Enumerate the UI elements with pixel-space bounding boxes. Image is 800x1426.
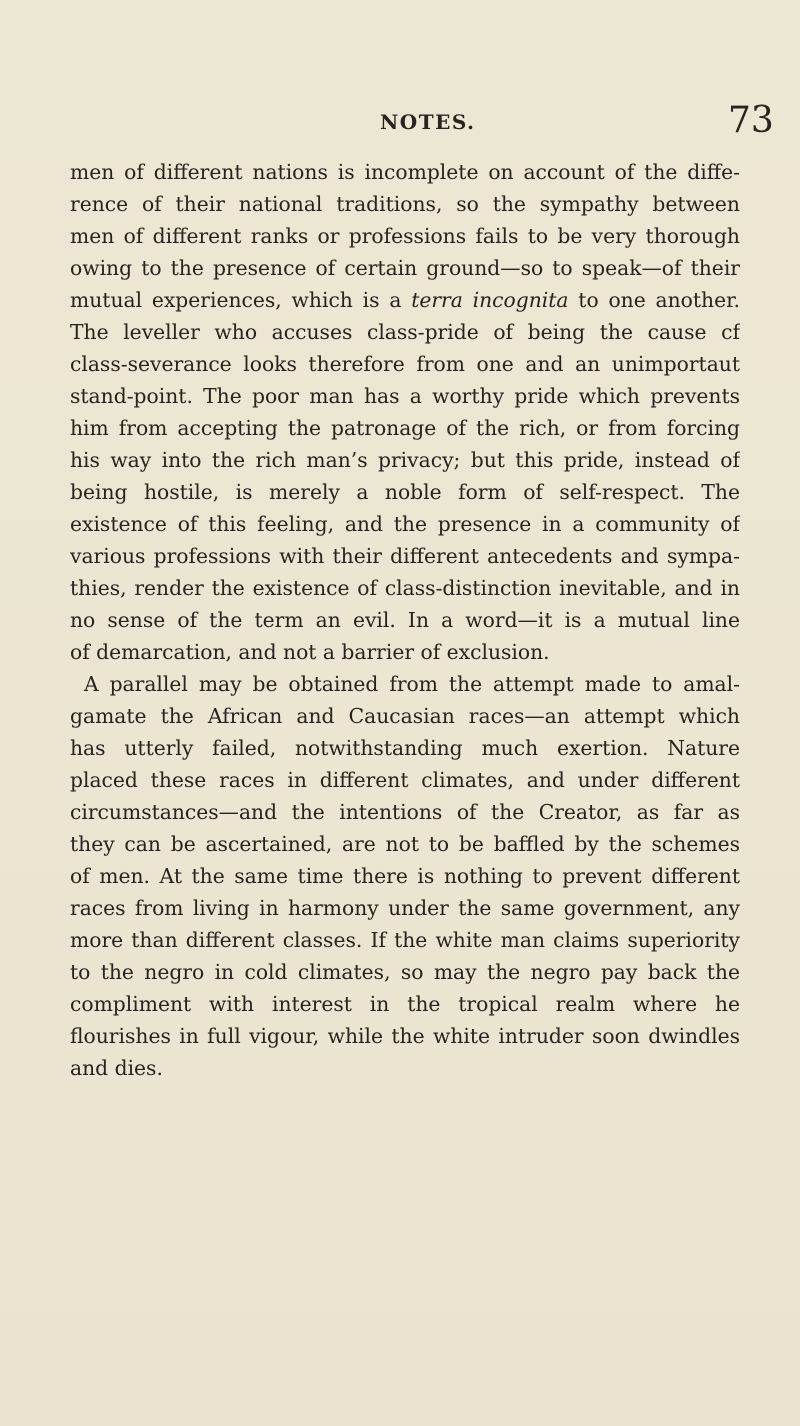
text-line: being hostile, is merely a noble form of self-respect. The [70, 480, 740, 504]
text-line: thies, render the existence of class-distinction inevitable, and in [70, 576, 740, 600]
text-line [70, 284, 740, 316]
text-line: and dies. [70, 1056, 163, 1080]
text-line: to the negro in cold climates, so may the negro pay back the [70, 960, 740, 984]
text-line: has utterly failed, notwithstanding much exertion. Nature [70, 736, 740, 760]
text-line: rence of their national traditions, so the sympathy between [70, 192, 740, 216]
text-line: gamate the African and Caucasian races—an attempt which [70, 704, 740, 728]
text-line: The leveller who accuses class-pride of being the cause cf [70, 320, 740, 344]
text-line: races from living in harmony under the same government, any [70, 896, 740, 920]
text-line: circumstances—and the intentions of the Creator, as far as [70, 800, 740, 824]
text-line: they can be ascertained, are not to be baffled by the schemes [70, 832, 740, 856]
page-header [0, 100, 800, 146]
text-line: men of different ranks or professions fails to be very thorough [70, 224, 740, 248]
text-line: owing to the presence of certain ground—so to speak—of their [70, 256, 740, 280]
text-line: placed these races in different climates, and under different [70, 768, 740, 792]
text-line: various professions with their different antecedents and sympa- [70, 544, 740, 568]
text-line: stand-point. The poor man has a worthy pride which prevents [70, 384, 740, 408]
text-line: class-severance looks therefore from one and an unimportaut [70, 352, 740, 376]
text-line: existence of this feeling, and the presence in a community of [70, 512, 740, 536]
text-line: of men. At the same time there is nothing to prevent different [70, 864, 740, 888]
text-segment: mutual experiences, which is a [70, 288, 412, 312]
text-line: A parallel may be obtained from the attempt made to amal- [84, 672, 740, 696]
text-line: flourishes in full vigour, while the white intruder soon dwindles [70, 1024, 740, 1048]
text-line: of demarcation, and not a barrier of exclusion. [70, 640, 550, 664]
italic-phrase: terra incognita [411, 288, 569, 312]
text-line: men of different nations is incomplete on account of the diffe- [70, 160, 740, 184]
text-segment: to one another. [568, 288, 740, 312]
text-line: him from accepting the patronage of the rich, or from forcing [70, 416, 740, 440]
text-line: compliment with interest in the tropical realm where he [70, 992, 740, 1016]
text-line: no sense of the term an evil. In a word—it is a mutual line [70, 608, 740, 632]
text-line: more than different classes. If the white man claims superiority [70, 928, 740, 952]
body-text [70, 156, 740, 1084]
running-title: NOTES. [380, 110, 476, 134]
page-number: 73 [728, 100, 774, 141]
text-line: his way into the rich man’s privacy; but this pride, instead of [70, 448, 740, 472]
